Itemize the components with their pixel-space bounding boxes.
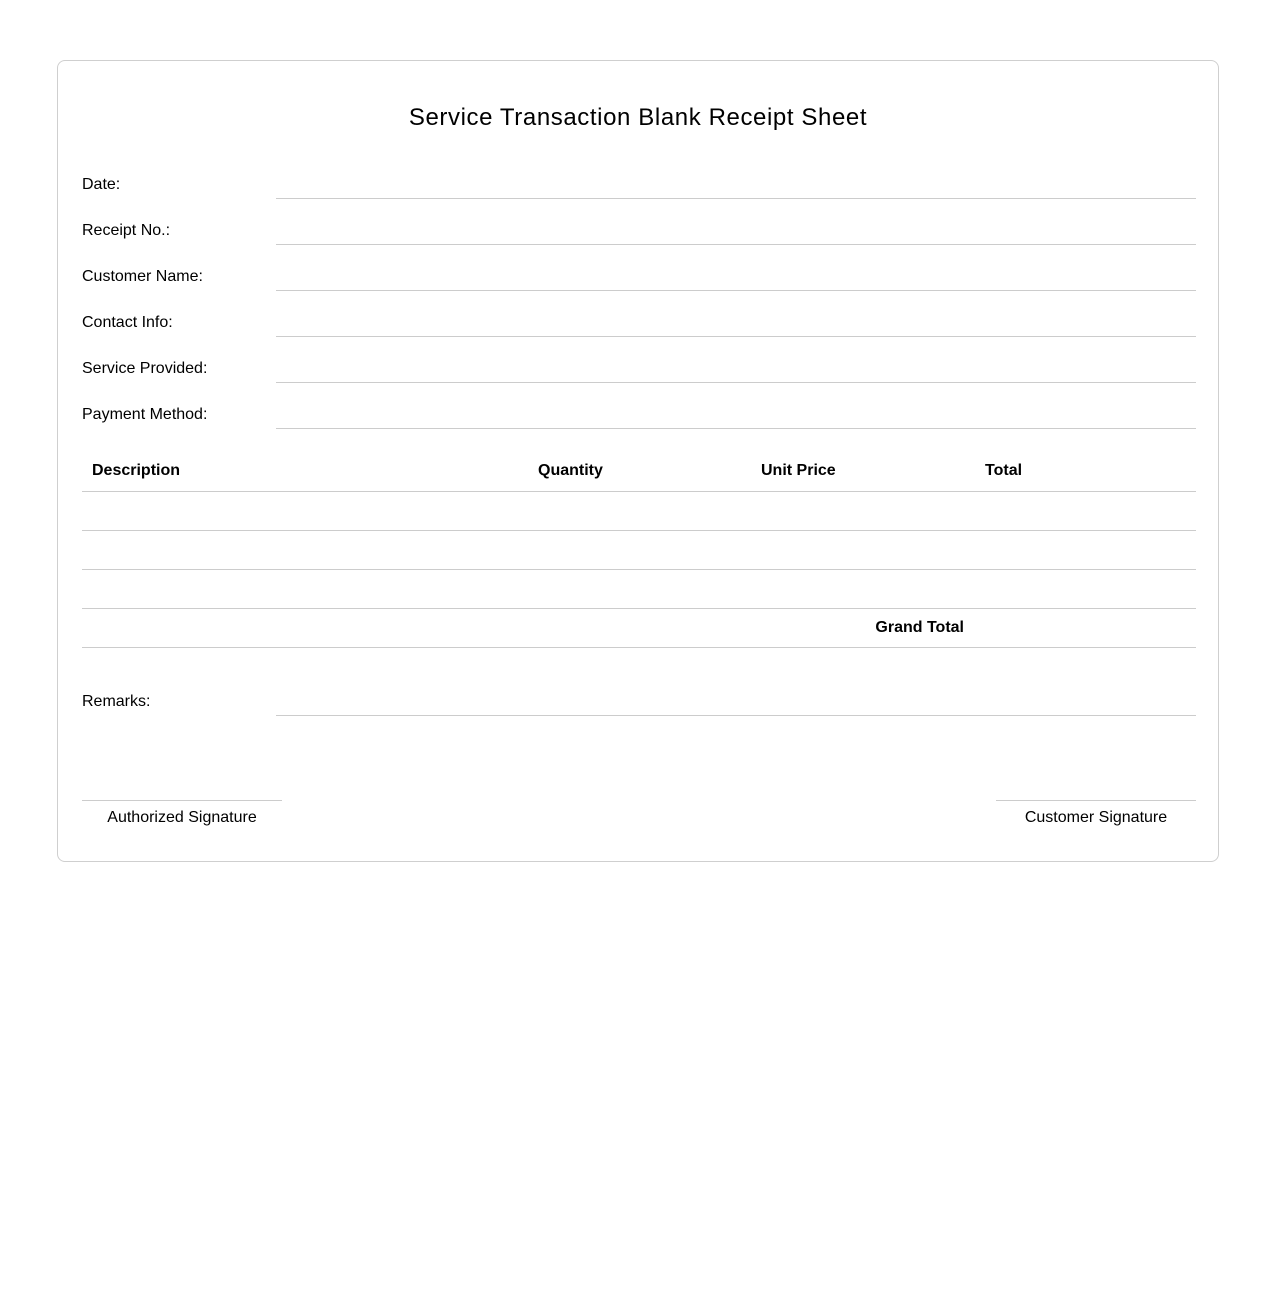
unit-price-cell[interactable] bbox=[751, 570, 974, 608]
authorized-signature-block[interactable] bbox=[82, 800, 282, 827]
total-cell[interactable] bbox=[974, 531, 1196, 569]
unit-price-cell[interactable] bbox=[751, 531, 974, 569]
service-provided-label: Service Provided: bbox=[82, 360, 208, 377]
quantity-column-header: Quantity bbox=[538, 462, 603, 479]
payment-method-field bbox=[82, 398, 1196, 444]
unit-price-column-header: Unit Price bbox=[761, 462, 836, 479]
customer-name-field bbox=[82, 260, 1196, 306]
unit-price-cell[interactable] bbox=[751, 492, 974, 530]
description-cell[interactable] bbox=[82, 531, 528, 569]
page-title: Service Transaction Blank Receipt Sheet bbox=[408, 104, 868, 131]
quantity-cell[interactable] bbox=[528, 570, 751, 608]
remarks-field bbox=[82, 685, 1196, 731]
total-cell[interactable] bbox=[974, 492, 1196, 530]
table-row bbox=[82, 531, 1196, 570]
authorized-signature-label: Authorized Signature bbox=[107, 809, 257, 826]
receipt-number-input-line[interactable] bbox=[276, 244, 1196, 245]
customer-name-input-line[interactable] bbox=[276, 290, 1196, 291]
receipt-number-label: Receipt No.: bbox=[82, 222, 171, 239]
quantity-cell[interactable] bbox=[528, 492, 751, 530]
date-field bbox=[82, 168, 1196, 214]
customer-signature-block[interactable] bbox=[996, 800, 1196, 827]
table-row bbox=[82, 570, 1196, 609]
receipt-sheet bbox=[57, 60, 1219, 862]
items-table bbox=[82, 451, 1196, 648]
customer-signature-label: Customer Signature bbox=[1024, 809, 1168, 826]
payment-method-input-line[interactable] bbox=[276, 428, 1196, 429]
description-cell[interactable] bbox=[82, 570, 528, 608]
contact-info-input-line[interactable] bbox=[276, 336, 1196, 337]
customer-name-label: Customer Name: bbox=[82, 268, 203, 285]
service-provided-field bbox=[82, 352, 1196, 398]
total-column-header: Total bbox=[985, 462, 1023, 479]
description-column-header: Description bbox=[92, 462, 181, 479]
grand-total-cell[interactable] bbox=[974, 609, 1196, 647]
grand-total-label: Grand Total bbox=[875, 619, 964, 636]
table-row bbox=[82, 492, 1196, 531]
receipt-number-field bbox=[82, 214, 1196, 260]
remarks-label: Remarks: bbox=[82, 693, 151, 710]
date-input-line[interactable] bbox=[276, 198, 1196, 199]
contact-info-field bbox=[82, 306, 1196, 352]
contact-info-label: Contact Info: bbox=[82, 314, 173, 331]
table-header bbox=[82, 451, 1196, 492]
total-cell[interactable] bbox=[974, 570, 1196, 608]
date-label: Date: bbox=[82, 176, 121, 193]
grand-total-row bbox=[82, 609, 1196, 648]
payment-method-label: Payment Method: bbox=[82, 406, 208, 423]
remarks-input-line[interactable] bbox=[276, 715, 1196, 716]
quantity-cell[interactable] bbox=[528, 531, 751, 569]
description-cell[interactable] bbox=[82, 492, 528, 530]
service-provided-input-line[interactable] bbox=[276, 382, 1196, 383]
